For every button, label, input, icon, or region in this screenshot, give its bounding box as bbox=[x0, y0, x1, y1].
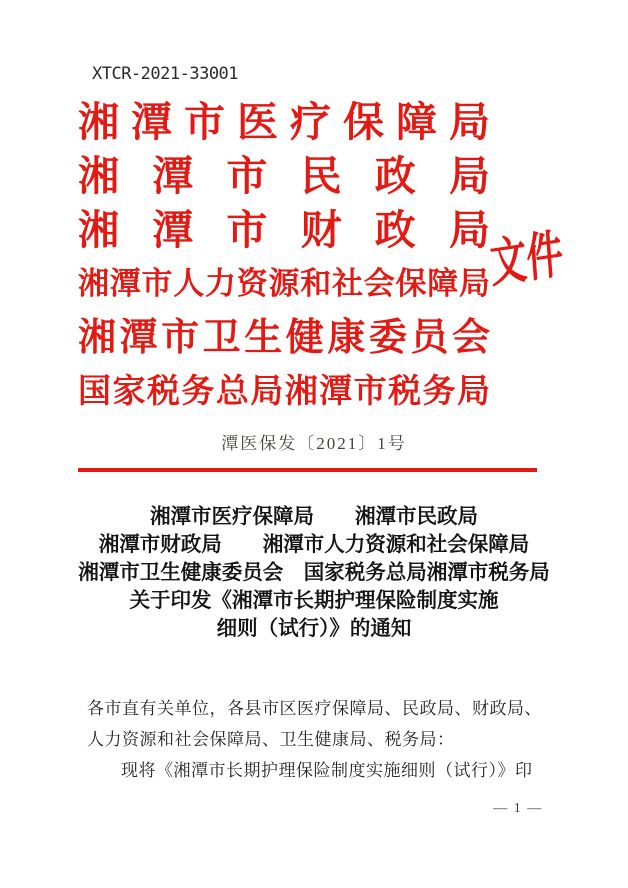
issuing-agencies-header bbox=[78, 95, 490, 419]
body-line-recipients-2: 人力资源和社会保障局、卫生健康局、税务局： bbox=[87, 730, 455, 749]
wenjian-label: 文件 bbox=[488, 226, 565, 294]
agency-line-health: 湘潭市卫生健康委员会 bbox=[78, 317, 490, 359]
title-line-1: 湘潭市医疗保障局 湘潭市民政局 bbox=[150, 506, 478, 528]
body-line-recipients-1: 各市直有关单位，各县市区医疗保障局、民政局、财政局、 bbox=[87, 699, 542, 718]
title-line-2: 湘潭市财政局 湘潭市人力资源和社会保障局 bbox=[98, 534, 530, 556]
agency-line-civil-affairs: 湘潭市民政局 bbox=[78, 153, 490, 199]
body-text bbox=[87, 693, 547, 786]
red-divider-rule bbox=[78, 468, 537, 472]
agency-line-finance: 湘潭市财政局 bbox=[78, 207, 490, 253]
title-line-5: 细则（试行）》的通知 bbox=[216, 618, 412, 640]
document-title bbox=[0, 503, 628, 643]
agency-line-medical: 湘潭市医疗保障局 bbox=[78, 99, 490, 145]
agency-line-hr-social-security: 湘潭市人力资源和社会保障局 bbox=[78, 266, 490, 301]
document-code: XTCR-2021-33001 bbox=[92, 64, 239, 84]
page-number: — 1 — bbox=[493, 801, 543, 816]
document-issue-number: 潭医保发〔2021〕1号 bbox=[221, 434, 407, 453]
body-line-opening: 现将《湘潭市长期护理保险制度实施细则（试行）》印 bbox=[121, 761, 533, 780]
title-line-4: 关于印发《湘潭市长期护理保险制度实施 bbox=[129, 590, 499, 612]
title-line-3: 湘潭市卫生健康委员会 国家税务总局湘潭市税务局 bbox=[78, 562, 550, 584]
agency-line-tax: 国家税务总局湘潭市税务局 bbox=[78, 374, 490, 410]
